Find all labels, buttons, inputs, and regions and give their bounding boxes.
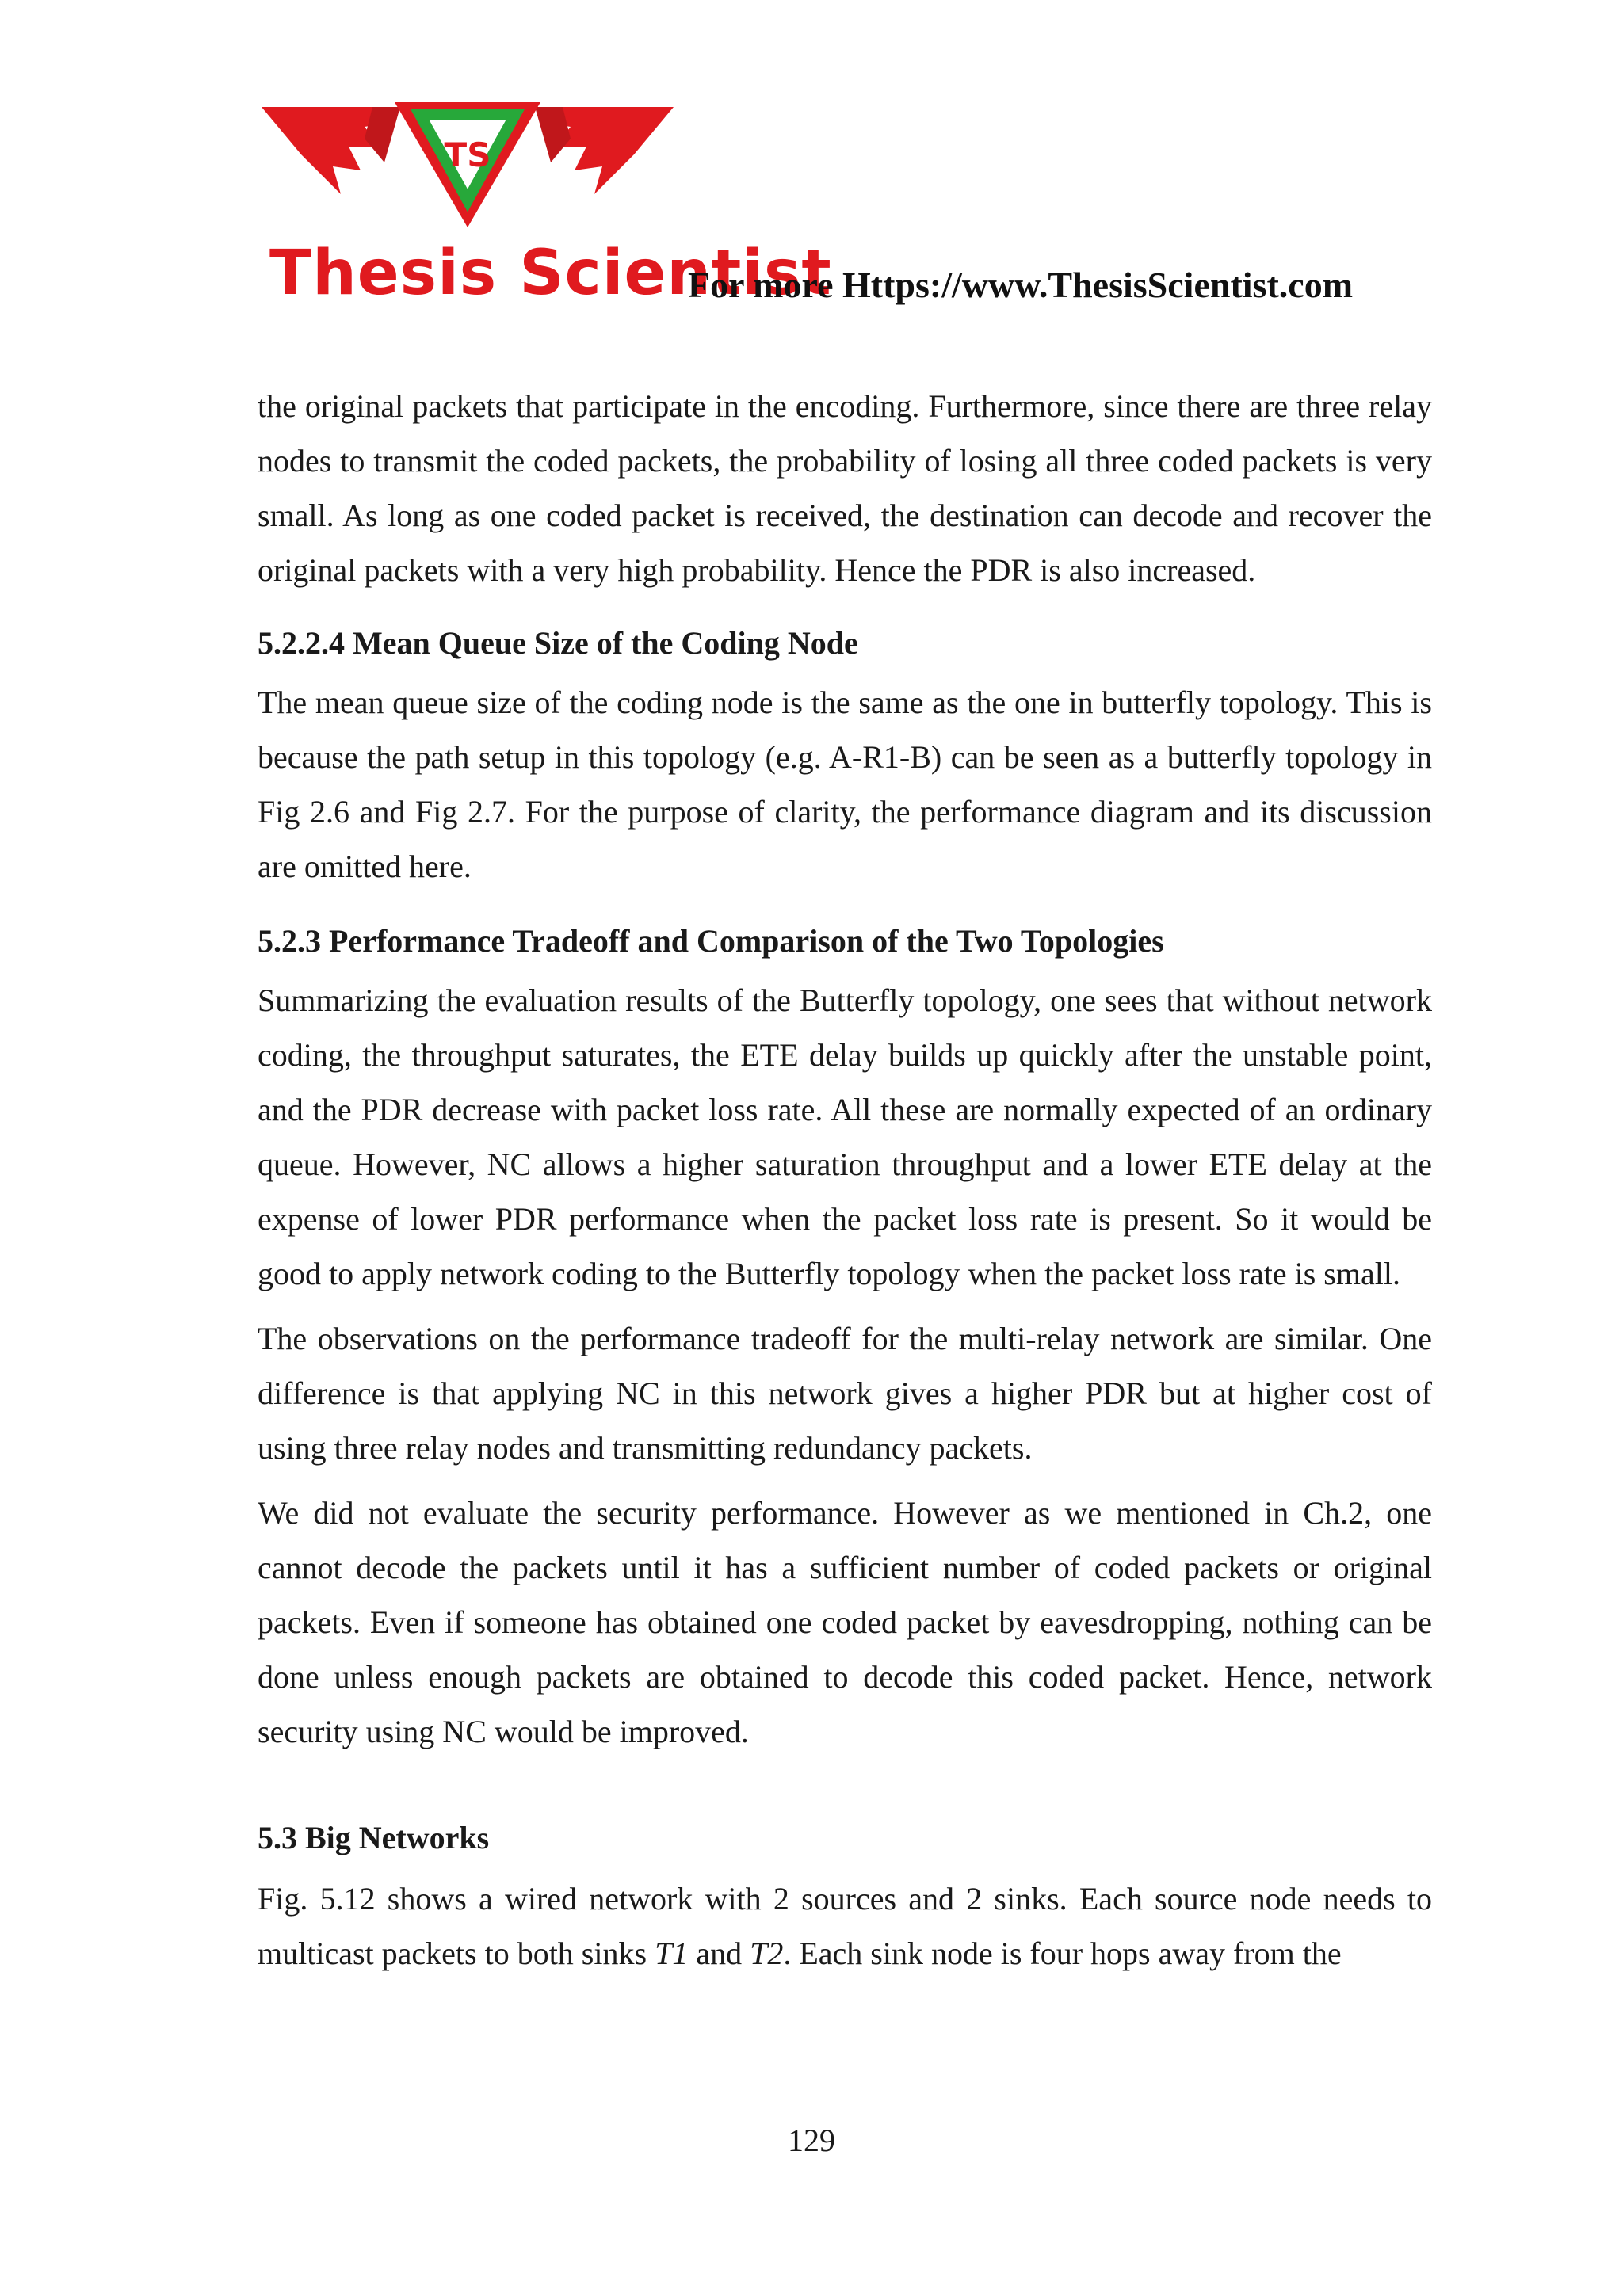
page-content bbox=[258, 379, 1432, 1981]
page-header bbox=[254, 91, 1411, 321]
winged-triangle-logo-icon bbox=[254, 91, 682, 242]
paragraph-mean-queue: The mean queue size of the coding node is the same as the one in butterfly topology. This is because the path setup in this topology (e.g. A-R1-B) can be seen as a butterfly topology in Fig 2.6 and Fig 2.7. For the purpose of clarity, the performance diagram and its discussion are omitted here. bbox=[258, 685, 1432, 884]
paragraph-security: We did not evaluate the security performance. However as we mentioned in Ch.2, one cannot decode the packets until it has a sufficient number of coded packets or original packets. Even if someone has obtained one coded packet by eavesdropping, nothing can be done unless enough packets are obtained to decode this coded packet. Hence, network security using NC would be improved. bbox=[258, 1495, 1432, 1749]
paragraph-butterfly-summary: Summarizing the evaluation results of the Butterfly topology, one sees that without network coding, the throughput saturates, the ETE delay builds up quickly after the unstable point, and the PDR decrease with packet loss rate. All these are normally expected of an ordinary queue. However, NC allows a higher saturation throughput and a lower ETE delay at the expense of lower PDR performance when the packet loss rate is present. So it would be good to apply network coding to the Butterfly topology when the packet loss rate is small. bbox=[258, 982, 1432, 1291]
sink-t2: T2 bbox=[750, 1936, 784, 1971]
text-fragment: . Each sink node is four hops away from the bbox=[783, 1936, 1342, 1971]
paragraph-big-networks bbox=[258, 1871, 1432, 1981]
svg-text:TS: TS bbox=[444, 135, 491, 174]
text-fragment: Fig. 5.12 shows a wired network with 2 sources and 2 sinks. Each source node needs to multicast packets to both sinks bbox=[258, 1881, 1432, 1971]
section-heading-5-3: 5.3 Big Networks bbox=[258, 1820, 490, 1855]
sink-t1: T1 bbox=[655, 1936, 689, 1971]
website-link[interactable]: For more Https://www.ThesisScientist.com bbox=[688, 265, 1354, 305]
logo-text: Thesis Scientist bbox=[269, 238, 832, 309]
paragraph-relay-nodes: the original packets that participate in the encoding. Furthermore, since there are three relay nodes to transmit the coded packets, the probability of losing all three coded packets is very small. As long as one coded packet is received, the destination can decode and recover the original packets with a very high probability. Hence the PDR is also increased. bbox=[258, 388, 1432, 588]
paragraph-multi-relay: The observations on the performance tradeoff for the multi-relay network are similar. One difference is that applying NC in this network gives a higher PDR but at higher cost of using three relay nodes and transmitting redundancy packets. bbox=[258, 1321, 1432, 1466]
thesis-scientist-logo bbox=[254, 91, 832, 313]
section-heading-5-2-2-4: 5.2.2.4 Mean Queue Size of the Coding Node bbox=[258, 625, 858, 661]
section-heading-5-2-3: 5.2.3 Performance Tradeoff and Comparison of the Two Topologies bbox=[258, 923, 1164, 959]
text-fragment: and bbox=[688, 1936, 750, 1971]
page-number: 129 bbox=[788, 2122, 835, 2158]
